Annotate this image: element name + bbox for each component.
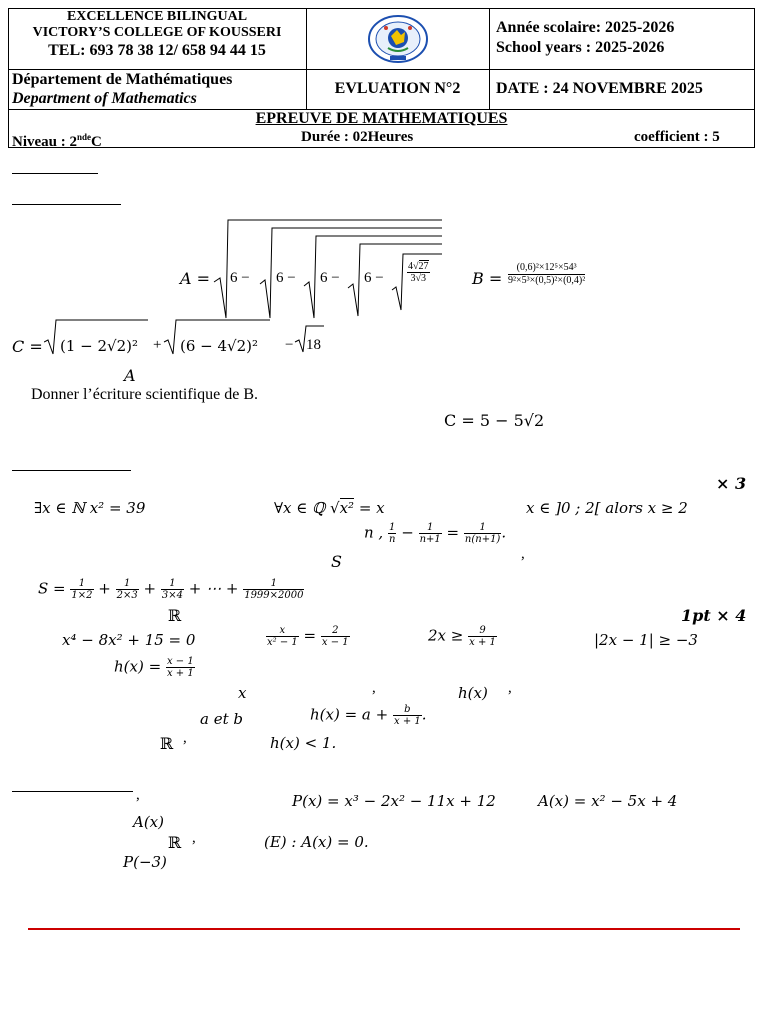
equation-2: $\frac{x}{\text{x² − 1}}$ = $\frac{2}{x - 1}$ <box>267 625 349 648</box>
exercise3-marks: 1pt × 4 <box>681 606 747 625</box>
set-R: ℝ <box>168 835 182 852</box>
inequality-h: h(x) < 1. <box>270 734 337 752</box>
expression-A-label: A = <box>180 269 211 288</box>
exercise4-underline <box>12 791 133 792</box>
A-term-4: 6 − <box>364 270 384 286</box>
evaluation-number: EVLUATION N°2 <box>334 80 461 97</box>
section-underline <box>12 173 98 174</box>
school-telephone: TEL: 693 78 38 12/ 658 94 44 15 <box>48 42 266 59</box>
A-term-3: 6 − <box>320 270 340 286</box>
department-en: Department of Mathematics <box>12 90 197 107</box>
function-h-form: h(x) = a + $\frac{b}{x + 1}$ . <box>310 704 427 727</box>
school-name-line1: EXCELLENCE BILINGUAL <box>66 9 248 24</box>
exam-duration: Durée : 02Heures <box>301 129 414 145</box>
inequation-4: |2x − 1| ≥ −3 <box>594 631 698 649</box>
comma: , <box>136 787 140 803</box>
set-R: ℝ <box>168 608 182 625</box>
comma: , <box>521 546 525 562</box>
polynomial-A: A(x) = x² − 5x + 4 <box>538 792 678 810</box>
S-reference: S <box>331 552 342 571</box>
school-year-fr: Année scolaire: 2025-2026 <box>496 19 675 36</box>
C-plus: + <box>153 337 162 353</box>
A-reference: A <box>124 366 136 385</box>
comma: , <box>192 830 196 846</box>
school-logo <box>366 14 430 64</box>
exercise2-underline <box>12 470 131 471</box>
exam-coefficient: coefficient : 5 <box>634 129 720 145</box>
footer-rule <box>28 928 740 930</box>
inequation-3: 2x ≥ $\frac{9}{x + 1}$ <box>428 625 496 648</box>
exam-title: EPREUVE DE MATHEMATIQUES <box>255 110 508 127</box>
exercise1-underline <box>12 204 121 205</box>
function-h: h(x) = $\frac{x - 1}{x + 1}$ <box>114 656 194 679</box>
question-B-scientific: Donner l’écriture scientifique de B. <box>31 386 259 403</box>
A-of-x: A(x) <box>133 813 164 831</box>
exam-header <box>8 8 755 148</box>
school-year-en: School years : 2025-2026 <box>496 39 665 56</box>
proposition-3: x ∈ ]0 ; 2[ alors x ≥ 2 <box>526 499 688 517</box>
B-numerator: (0,6)²×12⁵×54³ <box>508 262 585 275</box>
equation-E: (E) : A(x) = 0. <box>264 833 369 851</box>
constants-a-b: a et b <box>200 710 243 728</box>
comma: , <box>508 680 512 696</box>
P-of-minus-3: P(−3) <box>123 853 167 871</box>
exercise2-marks: × 3 <box>716 474 747 493</box>
B-denominator: 9²×5³×(0,5)²×(0,4)² <box>508 275 586 286</box>
set-R: ℝ <box>160 736 174 753</box>
expression-B-label: B = <box>472 269 503 288</box>
school-name-line2: VICTORY’S COLLEGE OF KOUSSERI <box>32 25 282 40</box>
C-term-3: 18 <box>306 337 321 353</box>
class-level: Niveau : 2ndeC <box>12 132 102 150</box>
A-innermost-fraction: 4√27 3√3 <box>408 261 429 284</box>
C-term-2: (6 − 4√2)² <box>180 337 259 355</box>
variable-x: x <box>238 684 247 702</box>
proposition-1: ∃x ∈ ℕ x² = 39 <box>34 499 146 517</box>
comma: , <box>183 730 187 746</box>
C-result: C = 5 − 5√2 <box>444 411 545 430</box>
expression-B-fraction <box>508 262 585 287</box>
exam-date: DATE : 24 NOVEMBRE 2025 <box>496 80 703 97</box>
A-term-1: 6 − <box>230 270 250 286</box>
department-fr: Département de Mathématiques <box>12 71 233 88</box>
proposition-2: ∀x ∈ ℚ √x² = x <box>274 499 385 517</box>
C-minus: − <box>285 337 294 353</box>
identity-n: n , $\frac{1}{n}$ − $\frac{1}{n+1}$ = $\frac{1}{n(n+1)}$ . <box>364 522 507 545</box>
polynomial-P: P(x) = x³ − 2x² − 11x + 12 <box>292 792 496 810</box>
h-of-x: h(x) <box>458 684 488 702</box>
expression-C-label: C = <box>12 337 43 356</box>
C-term-1: (1 − 2√2)² <box>60 337 139 355</box>
comma: , <box>372 680 376 696</box>
A-term-2: 6 − <box>276 270 296 286</box>
equation-1: x⁴ − 8x² + 15 = 0 <box>62 631 196 649</box>
sum-S: S = $\frac{1}{1\times 2}$ + $\frac{1}{2\times 3}$ + $\frac{1}{3\times 4}$ + ⋯ + $\frac{1}{1999\times 2000}$ <box>38 578 304 601</box>
